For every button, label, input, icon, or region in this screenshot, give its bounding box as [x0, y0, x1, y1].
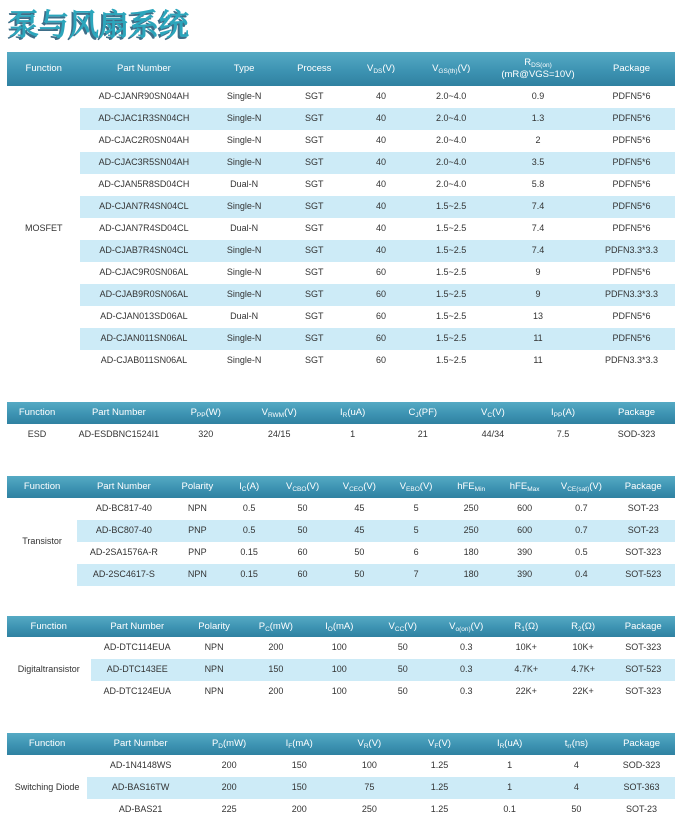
cell-part-number: AD-CJANR90SN04AH [80, 86, 207, 108]
table-cell: Single-N [207, 152, 280, 174]
column-header: Part Number [87, 733, 194, 755]
table-cell: 4 [545, 755, 608, 777]
cell-part-number: AD-BAS16TW [87, 777, 194, 799]
column-header: Part Number [67, 402, 171, 424]
column-header: Type [207, 52, 280, 86]
table-cell: 100 [334, 755, 404, 777]
table-cell: SOT-363 [608, 777, 675, 799]
table-cell: 1.5~2.5 [414, 350, 487, 372]
header-row [7, 52, 675, 86]
table-cell: 11 [488, 350, 588, 372]
column-header: $V_{CC}(V)$ [371, 616, 434, 638]
cell-part-number: AD-CJAN7R4SN04CL [80, 196, 207, 218]
cell-part-number: AD-CJAC3R5SN04AH [80, 152, 207, 174]
table-cell: PDFN5*6 [588, 218, 675, 240]
table-cell: 1 [318, 424, 388, 446]
table-cell: 9 [488, 284, 588, 306]
cell-part-number: AD-BC817-40 [77, 498, 171, 520]
table-row [7, 637, 675, 659]
cell-part-number: AD-DTC124EUA [91, 681, 185, 703]
table-row [7, 681, 675, 703]
cell-part-number: AD-BAS21 [87, 799, 194, 821]
table-cell: 1 [475, 777, 545, 799]
table-cell: SGT [281, 350, 348, 372]
table-cell: 40 [348, 196, 415, 218]
table-cell: 200 [194, 755, 264, 777]
function-cell: Switching Diode [7, 755, 87, 821]
table-cell: 390 [498, 542, 551, 564]
table-cell: SOD-323 [598, 424, 675, 446]
table-cell: 60 [348, 328, 415, 350]
table-cell: 600 [498, 498, 551, 520]
table-cell: 60 [274, 542, 331, 564]
table-cell: SOT-23 [608, 799, 675, 821]
table-cell: PNP [171, 520, 224, 542]
column-header: $V_{RWM}(V)$ [241, 402, 318, 424]
column-header: $P_{PP}(W)$ [171, 402, 241, 424]
table-cell: 50 [371, 681, 434, 703]
table-cell: PDFN5*6 [588, 152, 675, 174]
table-cell: NPN [171, 564, 224, 586]
table-cell: SOT-323 [611, 542, 675, 564]
table-cell: 60 [348, 350, 415, 372]
cell-part-number: AD-CJAB011SN06AL [80, 350, 207, 372]
table-cell: 1.3 [488, 108, 588, 130]
table-cell: 0.15 [224, 542, 274, 564]
table-cell: 320 [171, 424, 241, 446]
table-cell: 50 [274, 520, 331, 542]
column-header: $P_C(mW)$ [244, 616, 307, 638]
table-cell: 40 [348, 240, 415, 262]
table-cell: 5 [388, 520, 445, 542]
table-cell: 40 [348, 108, 415, 130]
table-cell: SOT-323 [611, 681, 675, 703]
table-esd [7, 402, 675, 446]
column-header: Part Number [91, 616, 185, 638]
table-cell: SGT [281, 108, 348, 130]
header-row [7, 476, 675, 498]
column-header: Process [281, 52, 348, 86]
table-cell: 60 [274, 564, 331, 586]
table-cell: PDFN3.3*3.3 [588, 350, 675, 372]
column-header: $I_O(mA)$ [308, 616, 371, 638]
table-digitaltransistor [7, 616, 675, 704]
column-header: Function [7, 476, 77, 498]
table-row [7, 777, 675, 799]
function-cell: ESD [7, 424, 67, 446]
table-cell: SGT [281, 284, 348, 306]
function-cell: MOSFET [7, 86, 80, 372]
table-cell: 10K+ [555, 637, 612, 659]
cell-part-number: AD-CJAN7R4SD04CL [80, 218, 207, 240]
table-cell: 5.8 [488, 174, 588, 196]
column-header: Package [598, 402, 675, 424]
table-cell: SOD-323 [608, 755, 675, 777]
table-cell: PDFN5*6 [588, 130, 675, 152]
table-cell: 600 [498, 520, 551, 542]
table-cell: 0.9 [488, 86, 588, 108]
table-cell: SGT [281, 86, 348, 108]
table-row [7, 350, 675, 372]
page-title: 泵与风扇系统 [9, 9, 189, 42]
table-cell: 7 [388, 564, 445, 586]
table-cell: Single-N [207, 262, 280, 284]
table-row [7, 152, 675, 174]
table-cell: 1.5~2.5 [414, 328, 487, 350]
table-cell: 250 [444, 520, 497, 542]
table-cell: PDFN5*6 [588, 196, 675, 218]
column-header: $V_{GS(th)}(V)$ [414, 52, 487, 86]
column-header: $R_1(\Omega)$ [498, 616, 555, 638]
table-cell: 0.15 [224, 564, 274, 586]
column-header: Function [7, 52, 80, 86]
column-header: Part Number [80, 52, 207, 86]
column-header: $I_{PP}(A)$ [528, 402, 598, 424]
column-header: Package [588, 52, 675, 86]
table-cell: SOT-23 [611, 520, 675, 542]
table-cell: 4.7K+ [498, 659, 555, 681]
table-cell: Single-N [207, 196, 280, 218]
column-header: $I_R(uA)$ [475, 733, 545, 755]
table-row [7, 240, 675, 262]
column-header: Package [611, 616, 675, 638]
cell-part-number: AD-2SA1576A-R [77, 542, 171, 564]
function-cell: Transistor [7, 498, 77, 586]
table-cell: 250 [334, 799, 404, 821]
table-switching-diode [7, 733, 675, 821]
table-cell: SOT-523 [611, 659, 675, 681]
table-cell: 1 [475, 755, 545, 777]
column-header: Package [608, 733, 675, 755]
table-row [7, 424, 675, 446]
table-cell: PNP [171, 542, 224, 564]
function-cell: Digitaltransistor [7, 637, 91, 703]
table-cell: 1.5~2.5 [414, 284, 487, 306]
cell-part-number: AD-2SC4617-S [77, 564, 171, 586]
table-cell: 40 [348, 130, 415, 152]
table-cell: PDFN5*6 [588, 86, 675, 108]
table-cell: 45 [331, 498, 388, 520]
table-cell: SGT [281, 130, 348, 152]
cell-part-number: AD-CJAC9R0SN06AL [80, 262, 207, 284]
table-cell: 9 [488, 262, 588, 284]
table-cell: 0.5 [224, 520, 274, 542]
table-cell: SOT-23 [611, 498, 675, 520]
cell-part-number: AD-CJAN013SD06AL [80, 306, 207, 328]
table-cell: PDFN5*6 [588, 108, 675, 130]
table-cell: 150 [244, 659, 307, 681]
table-cell: 75 [334, 777, 404, 799]
table-cell: SOT-523 [611, 564, 675, 586]
table-cell: Dual-N [207, 218, 280, 240]
table-cell: SGT [281, 218, 348, 240]
cell-part-number: AD-CJAN5R8SD04CH [80, 174, 207, 196]
cell-part-number: AD-BC807-40 [77, 520, 171, 542]
table-cell: PDFN5*6 [588, 262, 675, 284]
table-cell: 0.7 [551, 498, 611, 520]
table-cell: 50 [331, 542, 388, 564]
table-cell: 3.5 [488, 152, 588, 174]
cell-part-number: AD-CJAN011SN06AL [80, 328, 207, 350]
cell-part-number: AD-DTC143EE [91, 659, 185, 681]
table-cell: 2.0~4.0 [414, 86, 487, 108]
table-cell: NPN [184, 659, 244, 681]
table-row [7, 284, 675, 306]
table-cell: 0.5 [551, 542, 611, 564]
column-header: $V_C(V)$ [458, 402, 528, 424]
column-header: Polarity [184, 616, 244, 638]
table-cell: 7.4 [488, 240, 588, 262]
table-cell: Single-N [207, 328, 280, 350]
table-cell: SGT [281, 306, 348, 328]
table-cell: PDFN5*6 [588, 306, 675, 328]
header-row [7, 616, 675, 638]
table-cell: SGT [281, 174, 348, 196]
table-cell: 200 [244, 637, 307, 659]
table-cell: 2.0~4.0 [414, 152, 487, 174]
column-header: $V_{DS}(V)$ [348, 52, 415, 86]
table-cell: SGT [281, 152, 348, 174]
table-row [7, 799, 675, 821]
table-cell: Single-N [207, 86, 280, 108]
table-cell: Dual-N [207, 306, 280, 328]
table-cell: Single-N [207, 130, 280, 152]
table-cell: 22K+ [555, 681, 612, 703]
table-cell: 50 [371, 659, 434, 681]
table-cell: SGT [281, 196, 348, 218]
table-cell: 250 [444, 498, 497, 520]
table-row [7, 498, 675, 520]
table-cell: 60 [348, 306, 415, 328]
table-cell: 1.25 [404, 777, 474, 799]
cell-part-number: AD-ESDBNC1524I1 [67, 424, 171, 446]
table-cell: 40 [348, 174, 415, 196]
table-cell: 1.25 [404, 799, 474, 821]
column-header: hFE$_{Max}$ [498, 476, 551, 498]
table-cell: 150 [264, 755, 334, 777]
table-cell: 100 [308, 681, 371, 703]
cell-part-number: AD-CJAC1R3SN04CH [80, 108, 207, 130]
column-header: Polarity [171, 476, 224, 498]
table-cell: 22K+ [498, 681, 555, 703]
table-cell: 0.3 [434, 637, 497, 659]
table-cell: Single-N [207, 350, 280, 372]
column-header: $R_{DS(on)}$ (mR@VGS=10V) [488, 52, 588, 86]
table-cell: Single-N [207, 108, 280, 130]
cell-part-number: AD-CJAB7R4SN04CL [80, 240, 207, 262]
table-cell: 13 [488, 306, 588, 328]
table-cell: NPN [171, 498, 224, 520]
table-cell: 2 [488, 130, 588, 152]
table-cell: 40 [348, 86, 415, 108]
cell-part-number: AD-CJAB9R0SN06AL [80, 284, 207, 306]
table-cell: 200 [244, 681, 307, 703]
table-cell: Dual-N [207, 174, 280, 196]
table-cell: 50 [371, 637, 434, 659]
table-row [7, 542, 675, 564]
column-header: $V_R(V)$ [334, 733, 404, 755]
table-row [7, 196, 675, 218]
table-cell: 24/15 [241, 424, 318, 446]
table-cell: NPN [184, 681, 244, 703]
table-cell: 180 [444, 564, 497, 586]
table-cell: 40 [348, 218, 415, 240]
column-header: $P_D(mW)$ [194, 733, 264, 755]
table-cell: 5 [388, 498, 445, 520]
column-header: $V_{CBO}(V)$ [274, 476, 331, 498]
table-cell: 150 [264, 777, 334, 799]
column-header: $V_{CEO}(V)$ [331, 476, 388, 498]
table-cell: 2.0~4.0 [414, 130, 487, 152]
table-cell: 2.0~4.0 [414, 174, 487, 196]
column-header: $I_R(uA)$ [318, 402, 388, 424]
table-cell: 1.5~2.5 [414, 218, 487, 240]
table-cell: 0.1 [475, 799, 545, 821]
table-cell: 390 [498, 564, 551, 586]
table-cell: 0.3 [434, 659, 497, 681]
column-header: hFE$_{Min}$ [444, 476, 497, 498]
table-cell: 10K+ [498, 637, 555, 659]
table-row [7, 174, 675, 196]
column-header: Function [7, 733, 87, 755]
table-cell: 1.25 [404, 755, 474, 777]
table-cell: 2.0~4.0 [414, 108, 487, 130]
table-cell: 100 [308, 637, 371, 659]
table-cell: SGT [281, 328, 348, 350]
column-header: $V_F(V)$ [404, 733, 474, 755]
table-cell: 225 [194, 799, 264, 821]
table-cell: 0.4 [551, 564, 611, 586]
table-cell: 180 [444, 542, 497, 564]
table-cell: 7.4 [488, 196, 588, 218]
table-cell: 6 [388, 542, 445, 564]
column-header: Function [7, 616, 91, 638]
column-header: $I_C(A)$ [224, 476, 274, 498]
table-cell: SOT-323 [611, 637, 675, 659]
table-cell: 50 [545, 799, 608, 821]
table-cell: 50 [274, 498, 331, 520]
table-row [7, 564, 675, 586]
table-cell: 200 [194, 777, 264, 799]
table-row [7, 108, 675, 130]
table-cell: 100 [308, 659, 371, 681]
table-row [7, 130, 675, 152]
table-cell: 44/34 [458, 424, 528, 446]
table-cell: 0.7 [551, 520, 611, 542]
table-cell: SGT [281, 262, 348, 284]
cell-part-number: AD-DTC114EUA [91, 637, 185, 659]
table-cell: PDFN5*6 [588, 328, 675, 350]
table-cell: 50 [331, 564, 388, 586]
table-cell: 7.4 [488, 218, 588, 240]
table-row [7, 262, 675, 284]
table-cell: Single-N [207, 240, 280, 262]
table-cell: PDFN3.3*3.3 [588, 240, 675, 262]
table-row [7, 86, 675, 108]
table-cell: 60 [348, 284, 415, 306]
column-header: $V_{EBO}(V)$ [388, 476, 445, 498]
column-header: $V_{CE(sat)}(V)$ [551, 476, 611, 498]
table-row [7, 218, 675, 240]
table-cell: 4 [545, 777, 608, 799]
table-row [7, 659, 675, 681]
table-row [7, 306, 675, 328]
cell-part-number: AD-CJAC2R0SN04AH [80, 130, 207, 152]
table-cell: PDFN3.3*3.3 [588, 284, 675, 306]
table-cell: NPN [184, 637, 244, 659]
table-cell: PDFN5*6 [588, 174, 675, 196]
table-row [7, 520, 675, 542]
column-header: Package [611, 476, 675, 498]
table-cell: 45 [331, 520, 388, 542]
table-row [7, 328, 675, 350]
cell-part-number: AD-1N4148WS [87, 755, 194, 777]
column-header: $I_F(mA)$ [264, 733, 334, 755]
table-cell: 7.5 [528, 424, 598, 446]
column-header: Part Number [77, 476, 171, 498]
table-cell: 1.5~2.5 [414, 262, 487, 284]
tables-container [7, 52, 675, 821]
table-cell: 60 [348, 262, 415, 284]
header-row [7, 402, 675, 424]
table-cell: 0.3 [434, 681, 497, 703]
table-cell: 11 [488, 328, 588, 350]
column-header: $t_{rr}(ns)$ [545, 733, 608, 755]
table-cell: 0.5 [224, 498, 274, 520]
table-cell: SGT [281, 240, 348, 262]
header-row [7, 733, 675, 755]
table-cell: 1.5~2.5 [414, 196, 487, 218]
table-cell: 4.7K+ [555, 659, 612, 681]
table-cell: 200 [264, 799, 334, 821]
table-mosfet [7, 52, 675, 372]
column-header: $V_{o(on)}(V)$ [434, 616, 497, 638]
table-cell: 40 [348, 152, 415, 174]
table-cell: 1.5~2.5 [414, 240, 487, 262]
table-cell: 1.5~2.5 [414, 306, 487, 328]
column-header: $C_J(PF)$ [388, 402, 458, 424]
table-cell: Single-N [207, 284, 280, 306]
table-transistor [7, 476, 675, 586]
table-cell: 21 [388, 424, 458, 446]
table-row [7, 755, 675, 777]
column-header: Function [7, 402, 67, 424]
column-header: $R_2(\Omega)$ [555, 616, 612, 638]
